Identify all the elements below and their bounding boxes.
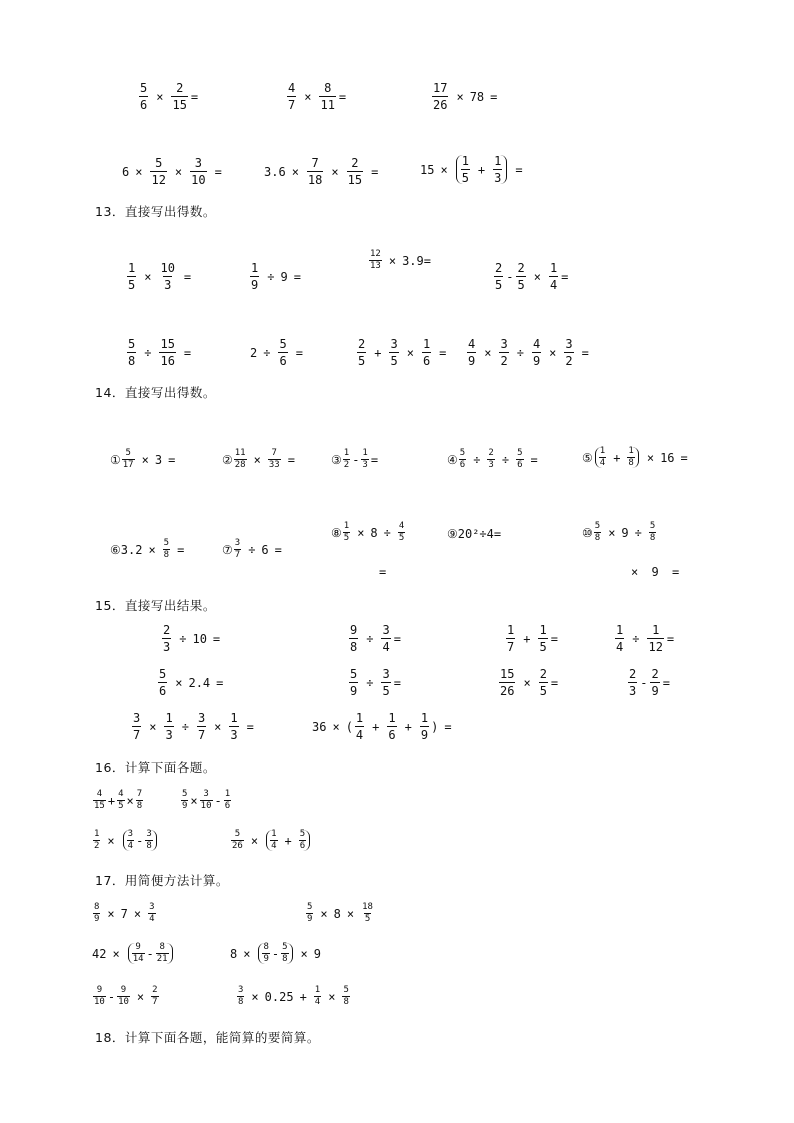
expr-17c: [92, 943, 175, 964]
fraction: $\frac{5}{6}$: [517, 448, 523, 470]
times-sign: ×: [107, 833, 115, 848]
times-sign: ×: [440, 162, 448, 177]
heading-15: 15．直接写出结果。: [95, 598, 216, 613]
equals-sign: =: [530, 452, 538, 467]
times-sign: ×: [126, 793, 134, 808]
fraction: $\frac{5}{6}$: [159, 667, 167, 698]
fraction: $\frac{1}{6}$: [388, 711, 396, 742]
fraction: $\frac{1}{4}$: [271, 829, 277, 851]
circled-number: ⑥3.2: [110, 542, 143, 557]
plus-sign: +: [107, 793, 116, 808]
fraction: $\frac{2}{7}$: [152, 985, 158, 1007]
fraction: $\frac{1}{8}$: [628, 446, 634, 468]
fraction: $\frac{4}{5}$: [398, 521, 405, 543]
minus-sign: -: [271, 946, 280, 961]
plus-sign: +: [372, 719, 380, 734]
fraction: $\frac{3}{7}$: [197, 711, 206, 742]
plus-sign: +: [299, 989, 307, 1004]
fraction: $\frac{8}{9}$: [94, 902, 100, 924]
fraction: $\frac{8}{21}$: [156, 942, 168, 964]
equals-sign: =: [581, 345, 589, 360]
fraction: $\frac{15}{26}$: [500, 667, 515, 698]
expr-17b: [305, 903, 375, 924]
expr-15-times-paren: [420, 155, 529, 184]
divide-sign: ÷: [632, 631, 640, 646]
times-sign: ×: [304, 89, 312, 104]
fraction: $\frac{8}{9}$: [263, 942, 269, 964]
minus-sign: -: [640, 675, 648, 690]
divide-sign: ÷: [383, 525, 391, 540]
equals-sign: =: [561, 269, 569, 284]
fraction: $\frac{2}{5}$: [495, 261, 503, 292]
divide-sign: ÷: [181, 719, 189, 734]
fraction: $\frac{3}{2}$: [500, 337, 508, 368]
times-sign: ×: [107, 906, 115, 921]
number: 16: [660, 450, 675, 465]
times-sign: ×: [136, 989, 145, 1004]
expr-15j: [312, 712, 458, 741]
times-sign: ×: [300, 946, 308, 961]
fraction: $\frac{9}{10}$: [94, 985, 105, 1007]
fraction: $\frac{1}{9}$: [251, 261, 259, 292]
expr-17d: [230, 943, 321, 964]
expr-15g: [497, 668, 559, 697]
circled-number: ⑧: [331, 525, 342, 540]
fraction: $\frac{4}{7}$: [288, 81, 296, 112]
fraction: $\frac{1}{6}$: [224, 789, 231, 811]
expr-15h: [626, 668, 671, 697]
expr-15f: [347, 668, 402, 697]
fraction: $\frac{2}{5}$: [539, 667, 547, 698]
expr-15a: [160, 624, 226, 653]
expr-16b: [180, 790, 232, 811]
circled-number: ⑤: [582, 450, 593, 465]
number: 9: [313, 946, 322, 961]
times-sign: ×: [406, 345, 414, 360]
number: 42: [92, 946, 107, 961]
number: 7: [120, 906, 128, 921]
equals-sign: =: [371, 164, 379, 179]
minus-sign: -: [506, 269, 514, 284]
equals-sign: =: [671, 565, 680, 579]
divide-sign: ÷: [179, 631, 187, 646]
fraction: $\frac{2}{15}$: [347, 156, 363, 187]
fraction: $\frac{1}{5}$: [128, 261, 136, 292]
fraction: $\frac{5}{9}$: [307, 902, 313, 924]
fraction: $\frac{5}{8}$: [128, 337, 136, 368]
number: 9: [651, 565, 659, 579]
number: 78: [469, 89, 485, 104]
expr-15i: [130, 712, 260, 741]
fraction: $\frac{3}{7}$: [234, 538, 241, 560]
fraction: $\frac{2}{3}$: [629, 667, 637, 698]
number: 8: [370, 525, 378, 540]
fraction: $\frac{5}{6}$: [279, 337, 287, 368]
expr-14-10: [582, 522, 657, 543]
equals-sign: =: [274, 542, 282, 557]
expr-14-4: [447, 449, 544, 470]
fraction: $\frac{2}{3}$: [488, 448, 494, 470]
fraction: $\frac{12}{13}$: [370, 249, 381, 271]
times-sign: ×: [174, 164, 183, 179]
expr-5-6-times-2-15: [137, 82, 199, 111]
number: 2.4: [188, 675, 211, 690]
expr-17a: [92, 903, 157, 924]
times-sign: ×: [251, 989, 259, 1004]
number: 36: [312, 719, 327, 734]
equals-sign: =: [393, 675, 401, 690]
times-sign: ×: [133, 906, 142, 921]
expr-15d: [613, 624, 675, 653]
expr-15c: [504, 624, 559, 653]
equals-sign: =: [490, 89, 498, 104]
fraction: $\frac{11}{28}$: [234, 448, 246, 470]
plus-sign: +: [477, 162, 486, 177]
fraction: $\frac{3}{5}$: [390, 337, 398, 368]
fraction: $\frac{10}{3}$: [160, 261, 175, 292]
equals-sign: =: [439, 345, 447, 360]
fraction: $\frac{5}{17}$: [122, 448, 134, 470]
fraction: $\frac{1}{4}$: [314, 985, 321, 1007]
parentheses: [456, 155, 508, 184]
times-sign: ×: [141, 452, 149, 467]
divide-sign: ÷: [267, 269, 275, 284]
times-sign: ×: [456, 89, 464, 104]
equals-sign: =: [666, 631, 675, 646]
divide-sign: ÷: [634, 525, 642, 540]
fraction: $\frac{9}{8}$: [350, 623, 358, 654]
expr-16c: [92, 830, 159, 851]
times-sign: ×: [388, 253, 397, 268]
times-sign: ×: [484, 345, 492, 360]
times-sign: ×: [332, 719, 340, 734]
number: 3: [154, 452, 163, 467]
heading-14: 14．直接写出得数。: [95, 385, 216, 400]
number: 9: [621, 525, 629, 540]
right-paren: ): [431, 719, 439, 734]
number: 8: [230, 946, 238, 961]
divide-sign: ÷: [516, 345, 524, 360]
divide-sign: ÷: [366, 675, 374, 690]
minus-sign: -: [214, 793, 222, 808]
fraction: $\frac{5}{8}$: [163, 538, 170, 560]
minus-sign: -: [107, 989, 116, 1004]
fraction: $\frac{2}{5}$: [358, 337, 366, 368]
divide-sign: ÷: [501, 452, 510, 467]
fraction: $\frac{1}{12}$: [648, 623, 663, 654]
fraction: $\frac{7}{33}$: [268, 448, 280, 470]
minus-sign: -: [146, 946, 154, 961]
expr-3.6-times-7-18-times-2-15: [264, 157, 384, 186]
number: 10: [192, 631, 207, 646]
equals-sign: =: [295, 345, 303, 360]
equals-sign: =: [338, 89, 347, 104]
times-sign: ×: [156, 89, 164, 104]
fraction: $\frac{1}{3}$: [362, 448, 368, 470]
equals-sign: =: [177, 542, 185, 557]
circled-number: ③: [331, 452, 342, 467]
equals-sign: =: [212, 631, 221, 646]
fraction: $\frac{3}{8}$: [146, 829, 152, 851]
divide-sign: ÷: [473, 452, 481, 467]
times-sign: ×: [214, 719, 222, 734]
equals-sign: =: [293, 269, 301, 284]
expr-17-26-times-78: [430, 82, 503, 111]
expr-14-1: [110, 449, 181, 470]
fraction: $\frac{1}{5}$: [539, 623, 547, 654]
equals-sign: =: [680, 450, 688, 465]
equals-sign: =: [444, 719, 452, 734]
expr-13c: [368, 250, 431, 271]
fraction: $\frac{1}{3}$: [165, 711, 173, 742]
parentheses: [123, 830, 157, 851]
expr-17e: [92, 986, 160, 1007]
circled-number: ⑩: [582, 525, 593, 540]
divide-sign: ÷: [263, 345, 271, 360]
parentheses: [128, 943, 173, 964]
expr-4-7-times-8-11: [285, 82, 347, 111]
expr-14-6: [110, 539, 190, 560]
fraction: $\frac{4}{15}$: [94, 789, 105, 811]
times-sign: ×: [250, 833, 259, 848]
heading-18: 18．计算下面各题，能简算的要简算。: [95, 1030, 320, 1045]
times-sign: ×: [291, 164, 299, 179]
fraction: $\frac{3}{7}$: [133, 711, 141, 742]
fraction: $\frac{3}{10}$: [191, 156, 206, 187]
divide-sign: ÷: [366, 631, 374, 646]
heading-17: 17．用简便方法计算。: [95, 873, 229, 888]
heading-13: 13．直接写出得数。: [95, 204, 216, 219]
fraction: $\frac{8}{11}$: [320, 81, 335, 112]
fraction: $\frac{4}{9}$: [468, 337, 476, 368]
fraction: $\frac{4}{9}$: [532, 337, 541, 368]
fraction: $\frac{3}{4}$: [149, 902, 155, 924]
number: 6: [261, 542, 269, 557]
parentheses: [258, 943, 292, 964]
times-sign: ×: [144, 269, 152, 284]
minus-sign: -: [352, 452, 360, 467]
equals-sign: =: [168, 452, 176, 467]
circled-number: ①: [110, 452, 121, 467]
fraction: $\frac{1}{3}$: [230, 711, 238, 742]
plus-sign: +: [374, 345, 382, 360]
fraction: $\frac{3}{8}$: [238, 985, 244, 1007]
expr-14-7: [222, 539, 288, 560]
number: 6: [122, 164, 130, 179]
equals-sign: =: [370, 452, 379, 467]
plus-sign: +: [523, 631, 531, 646]
times-sign: ×: [646, 450, 655, 465]
divide-sign: ÷: [144, 345, 152, 360]
plus-sign: +: [284, 833, 292, 848]
equals-sign: =: [287, 452, 295, 467]
fraction: $\frac{18}{5}$: [362, 902, 373, 924]
circled-number: ④: [447, 452, 458, 467]
equals-sign: =: [190, 89, 199, 104]
expr-15b: [347, 624, 402, 653]
number: 9: [280, 269, 288, 284]
fraction: $\frac{5}{8}$: [594, 521, 601, 543]
times-sign: ×: [190, 793, 198, 808]
number: 8: [333, 906, 341, 921]
equals-sign: =: [662, 675, 670, 690]
equals-sign: =: [183, 345, 192, 360]
number: 3.6: [264, 164, 286, 179]
expr-6-times-5-12-times-3-10: [122, 157, 228, 186]
fraction: $\frac{1}{4}$: [616, 623, 624, 654]
expr-13g: [355, 338, 452, 367]
fraction: $\frac{5}{8}$: [343, 985, 349, 1007]
heading-16: 16．计算下面各题。: [95, 760, 216, 775]
fraction: $\frac{3}{5}$: [382, 667, 390, 698]
fraction: $\frac{5}{6}$: [299, 829, 306, 851]
expr-14-9: [447, 527, 501, 541]
expr-17f: [236, 986, 351, 1007]
fraction: $\frac{5}{9}$: [182, 789, 188, 811]
fraction: $\frac{2}{9}$: [651, 667, 659, 698]
fraction: $\frac{1}{2}$: [94, 829, 100, 851]
fraction: $\frac{5}{9}$: [350, 667, 358, 698]
fraction: $\frac{5}{6}$: [140, 81, 148, 112]
fraction: $\frac{1}{9}$: [420, 711, 429, 742]
fraction: $\frac{1}{6}$: [422, 337, 431, 368]
circled-number: ②: [222, 452, 233, 467]
fraction: $\frac{15}{16}$: [160, 337, 175, 368]
fraction: $\frac{1}{2}$: [343, 448, 350, 470]
equals-sign: =: [214, 164, 222, 179]
fraction: $\frac{5}{6}$: [459, 448, 466, 470]
fraction: $\frac{4}{5}$: [118, 789, 124, 811]
times-sign: ×: [149, 719, 157, 734]
expr-14-8: [331, 522, 406, 543]
fraction: $\frac{5}{12}$: [151, 156, 166, 187]
expr-13a: [125, 262, 197, 291]
fraction: $\frac{9}{10}$: [118, 985, 129, 1007]
fraction: $\frac{1}{3}$: [494, 154, 502, 185]
expr-13e: [125, 338, 197, 367]
plus-sign: +: [613, 450, 621, 465]
fraction: $\frac{2}{5}$: [517, 261, 525, 292]
expr-13f: [250, 338, 309, 367]
fraction: $\frac{3}{10}$: [200, 789, 212, 811]
minus-sign: -: [136, 833, 144, 848]
fraction: $\frac{5}{8}$: [282, 942, 288, 964]
parentheses: [595, 447, 639, 468]
times-sign: ×: [112, 946, 120, 961]
fraction: $\frac{2}{15}$: [172, 81, 187, 112]
fraction: $\frac{1}{7}$: [507, 623, 515, 654]
expr-14-10-continued: [631, 565, 679, 579]
fraction: $\frac{2}{3}$: [163, 623, 171, 654]
equals-sign: =: [393, 631, 401, 646]
expr-14-8-equals: =: [379, 565, 387, 579]
times-sign: ×: [243, 946, 251, 961]
fraction: $\frac{3}{4}$: [127, 829, 134, 851]
times-sign: ×: [549, 345, 557, 360]
expr-13b: [248, 262, 307, 291]
number: 2: [250, 345, 258, 360]
fraction: $\frac{7}{8}$: [136, 789, 143, 811]
times-sign: ×: [331, 164, 339, 179]
times-sign: ×: [357, 525, 365, 540]
fraction: $\frac{1}{5}$: [343, 521, 350, 543]
times-sign: ×: [533, 269, 541, 284]
times-sign: ×: [175, 675, 183, 690]
expr-14-2: [222, 449, 301, 470]
times-sign: ×: [253, 452, 261, 467]
equals-sign: =: [550, 631, 558, 646]
fraction: $\frac{1}{4}$: [549, 261, 558, 292]
expr-13d: [492, 262, 569, 291]
equals-sign: =: [216, 675, 224, 690]
times-sign: ×: [346, 906, 355, 921]
equals-sign: =: [183, 269, 192, 284]
fraction: $\frac{17}{26}$: [433, 81, 448, 112]
fraction: $\frac{1}{5}$: [461, 154, 469, 185]
fraction: $\frac{7}{18}$: [307, 156, 323, 187]
times-sign: ×: [608, 525, 616, 540]
fraction: $\frac{1}{4}$: [355, 711, 364, 742]
expression-text: ⑨20²÷4=: [447, 527, 502, 541]
fraction: $\frac{1}{4}$: [599, 446, 606, 468]
fraction: $\frac{3}{4}$: [382, 623, 390, 654]
number: 3.9=: [402, 253, 431, 268]
times-sign: ×: [135, 164, 143, 179]
number: 0.25: [264, 989, 294, 1004]
equals-sign: =: [246, 719, 254, 734]
expr-16a: [92, 790, 144, 811]
number: 15: [420, 162, 435, 177]
expr-14-5: [582, 447, 694, 468]
equals-sign: =: [515, 162, 523, 177]
plus-sign: +: [404, 719, 412, 734]
times-sign: ×: [148, 542, 156, 557]
fraction: $\frac{5}{26}$: [232, 829, 243, 851]
times-sign: ×: [631, 565, 639, 579]
circled-number: ⑦: [222, 542, 233, 557]
expr-13h: [465, 338, 595, 367]
divide-sign: ÷: [248, 542, 256, 557]
expr-15e: [156, 668, 229, 697]
times-sign: ×: [320, 906, 328, 921]
fraction: $\frac{9}{14}$: [132, 942, 144, 964]
left-paren: (: [345, 719, 353, 734]
times-sign: ×: [523, 675, 531, 690]
equals-sign: =: [550, 675, 559, 690]
fraction: $\frac{5}{8}$: [649, 521, 656, 543]
expr-16d: [230, 830, 312, 851]
fraction: $\frac{3}{2}$: [565, 337, 573, 368]
expr-14-3: [331, 449, 379, 470]
parentheses: [266, 830, 310, 851]
times-sign: ×: [328, 989, 336, 1004]
